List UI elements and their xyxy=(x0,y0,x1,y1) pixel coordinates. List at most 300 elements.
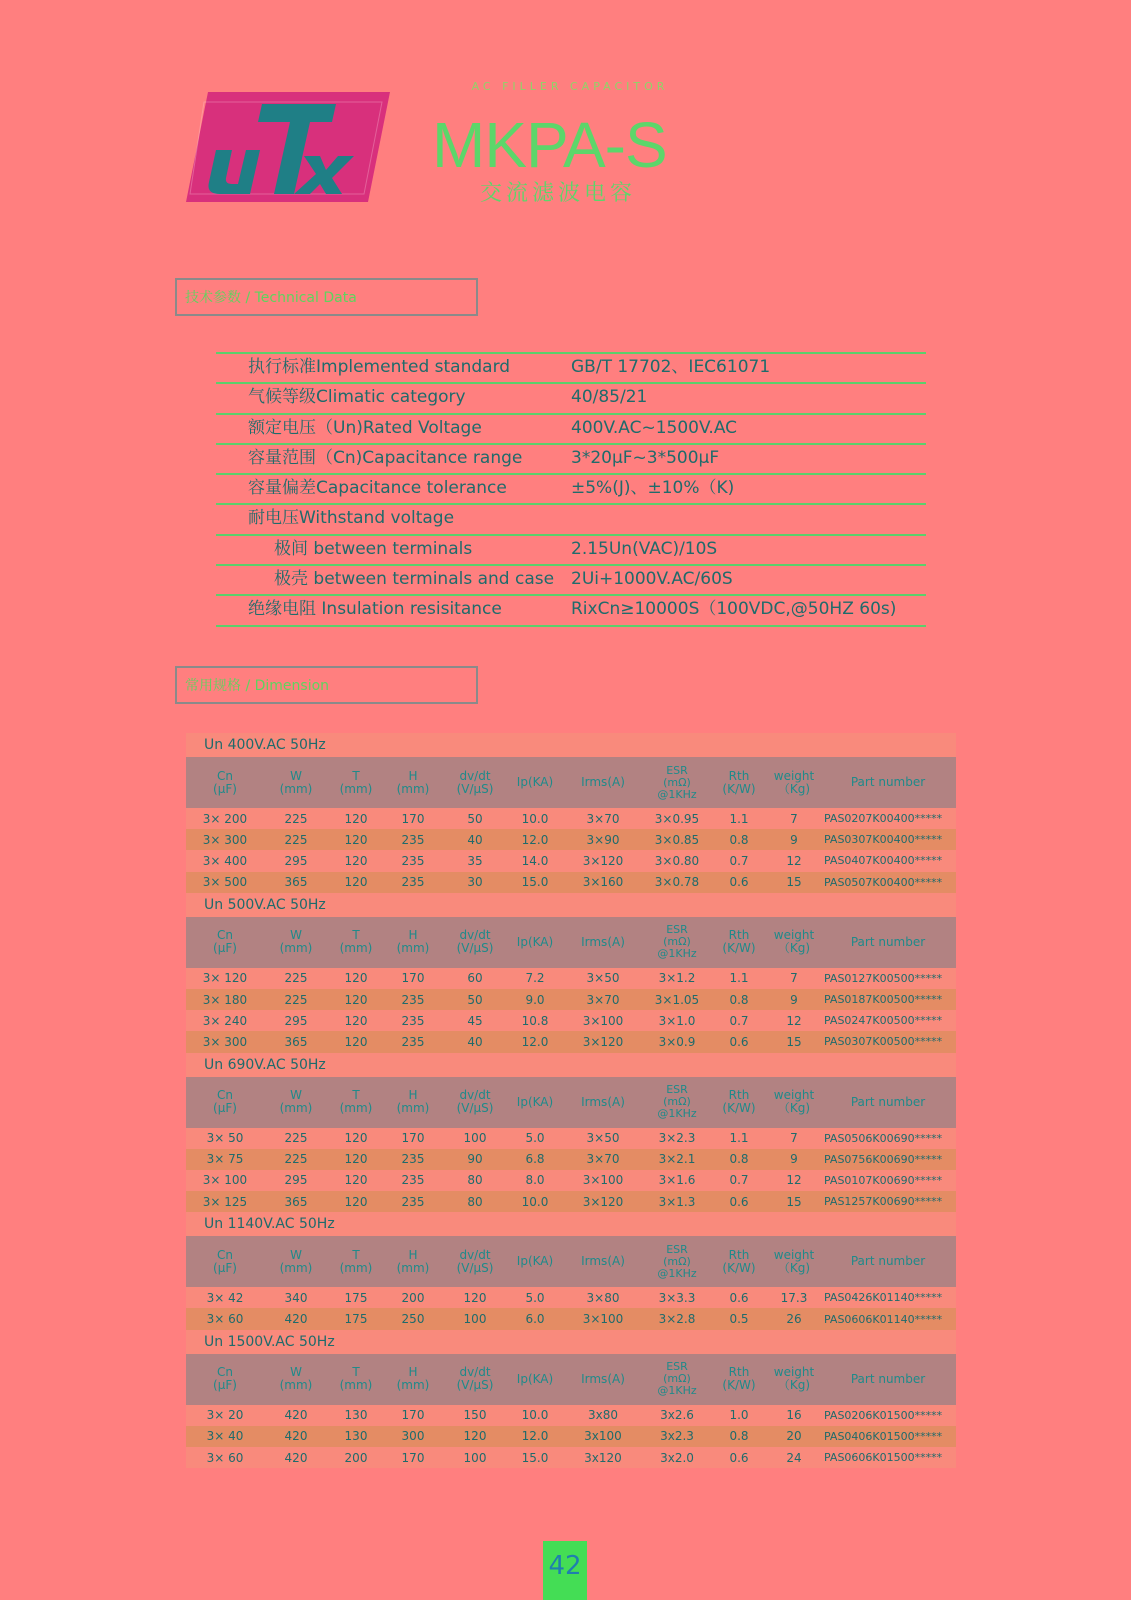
table-cell: 235 xyxy=(384,872,442,893)
table-cell: 3×90 xyxy=(562,829,644,850)
column-header-line: (V/μS) xyxy=(456,781,494,796)
column-header-irms: Irms(A) xyxy=(562,1354,644,1405)
column-header-weight xyxy=(768,917,820,968)
table-cell: 3× 75 xyxy=(186,1149,264,1170)
table-cell: 3×70 xyxy=(562,808,644,829)
table-cell: 12 xyxy=(768,850,820,871)
column-header-line: T xyxy=(352,1088,360,1102)
column-header-line: (K/W) xyxy=(722,1101,756,1115)
column-header-line: (mm) xyxy=(396,1260,430,1275)
table-cell: 3×0.85 xyxy=(644,829,710,850)
column-header-line: weight xyxy=(773,1088,815,1102)
spec-row xyxy=(216,475,926,505)
table-cell: 3× 120 xyxy=(186,968,264,989)
table-cell: 15 xyxy=(768,872,820,893)
table-cell: 3×160 xyxy=(562,872,644,893)
column-header-ip: Ip(KA) xyxy=(508,757,562,808)
column-header-part: Part number xyxy=(820,1236,956,1287)
table-cell: 3×100 xyxy=(562,1010,644,1031)
column-header-line: ESR xyxy=(666,763,688,777)
table-cell: 225 xyxy=(264,808,328,829)
spec-value: 40/85/21 xyxy=(571,387,648,408)
spec-value: ±5%(J)、±10%（K) xyxy=(571,478,735,499)
table-cell: 1.1 xyxy=(710,808,768,829)
column-header-rth xyxy=(710,1077,768,1128)
table-cell: 6.8 xyxy=(508,1149,562,1170)
column-header-weight xyxy=(768,1077,820,1128)
table-cell: 3× 60 xyxy=(186,1308,264,1329)
column-header-line: (mm) xyxy=(279,1378,313,1393)
table-cell: 0.8 xyxy=(710,1149,768,1170)
table-cell: 3x2.0 xyxy=(644,1447,710,1468)
table-cell: 3×100 xyxy=(562,1170,644,1191)
spec-value: 400V.AC~1500V.AC xyxy=(571,417,738,438)
table-cell: 50 xyxy=(442,989,508,1010)
table-cell: 3× 100 xyxy=(186,1170,264,1191)
spec-table-group xyxy=(186,757,956,893)
header-row xyxy=(186,757,956,808)
table-cell: 3× 20 xyxy=(186,1405,264,1426)
table-cell: 3x2.3 xyxy=(644,1426,710,1447)
table-cell: 120 xyxy=(328,850,384,871)
table-cell: 120 xyxy=(328,1128,384,1149)
column-header-line: Cn xyxy=(217,928,233,943)
table-cell: 365 xyxy=(264,1191,328,1212)
table-cell: 170 xyxy=(384,808,442,829)
table-cell: 3×1.6 xyxy=(644,1170,710,1191)
product-name-cn: 交流滤波电容 xyxy=(480,181,637,206)
column-header-line: Rth xyxy=(728,1247,750,1262)
column-header-part: Part number xyxy=(820,757,956,808)
table-cell: 0.7 xyxy=(710,850,768,871)
column-header-t xyxy=(328,917,384,968)
table-cell: 3×100 xyxy=(562,1308,644,1329)
table-cell: PAS0407K00400***** xyxy=(820,850,956,871)
spec-value: RixCn≥10000S（100VDC,@50HZ 60s) xyxy=(571,599,897,620)
table-cell: 3× 125 xyxy=(186,1191,264,1212)
table-cell: 14.0 xyxy=(508,850,562,871)
table-cell: 340 xyxy=(264,1287,328,1308)
column-header-line: (mm) xyxy=(396,1378,430,1393)
table-cell: PAS0406K01500***** xyxy=(820,1426,956,1447)
column-header-line: (V/μS) xyxy=(456,1260,494,1275)
spec-table-group xyxy=(186,1077,956,1213)
column-header-line: dv/dt xyxy=(459,1247,491,1262)
spec-value: 2.15Un(VAC)/10S xyxy=(571,538,718,559)
table-cell: 235 xyxy=(384,1031,442,1052)
table-cell: 420 xyxy=(264,1308,328,1329)
table-cell: 365 xyxy=(264,1031,328,1052)
table-cell: 10.0 xyxy=(508,1191,562,1212)
column-header-part: Part number xyxy=(820,917,956,968)
table-cell: 3×0.95 xyxy=(644,808,710,829)
table-row xyxy=(186,968,956,989)
spec-row xyxy=(216,536,926,566)
column-header-part: Part number xyxy=(820,1354,956,1405)
column-header-line: @1KHz xyxy=(657,1384,697,1398)
column-header-line: Rth xyxy=(728,768,750,783)
table-cell: 3×120 xyxy=(562,850,644,871)
table-cell: PAS0107K00690***** xyxy=(820,1170,956,1191)
table-cell: 16 xyxy=(768,1405,820,1426)
table-cell: 3×1.3 xyxy=(644,1191,710,1212)
table-cell: 120 xyxy=(328,968,384,989)
column-header-line: ESR xyxy=(666,1242,688,1256)
column-header-w xyxy=(264,1354,328,1405)
table-cell: PAS0426K01140***** xyxy=(820,1287,956,1308)
table-cell: 365 xyxy=(264,872,328,893)
table-cell: 120 xyxy=(328,808,384,829)
table-row xyxy=(186,1287,956,1308)
table-cell: 170 xyxy=(384,1405,442,1426)
spec-row xyxy=(216,445,926,475)
table-cell: 3×120 xyxy=(562,1031,644,1052)
spec-row xyxy=(216,415,926,445)
table-cell: 3×2.1 xyxy=(644,1149,710,1170)
column-header-dvdt xyxy=(442,757,508,808)
table-cell: 12 xyxy=(768,1170,820,1191)
table-cell: 20 xyxy=(768,1426,820,1447)
table-cell: 7.2 xyxy=(508,968,562,989)
table-cell: 3×1.05 xyxy=(644,989,710,1010)
table-cell: 0.6 xyxy=(710,1191,768,1212)
column-header-line: Rth xyxy=(728,1088,750,1102)
table-cell: 120 xyxy=(442,1426,508,1447)
table-cell: 130 xyxy=(328,1405,384,1426)
table-cell: 170 xyxy=(384,1128,442,1149)
table-row xyxy=(186,989,956,1010)
column-header-line: W xyxy=(290,1365,302,1380)
table-row xyxy=(186,829,956,850)
table-cell: 3× 50 xyxy=(186,1128,264,1149)
column-header-line: (mm) xyxy=(396,781,430,796)
table-cell: PAS0507K00400***** xyxy=(820,872,956,893)
utx-logo xyxy=(186,90,390,205)
column-header-line: H xyxy=(408,1088,418,1102)
column-header-cn xyxy=(186,1236,264,1287)
column-header-cn xyxy=(186,917,264,968)
table-cell: 150 xyxy=(442,1405,508,1426)
table-cell: 175 xyxy=(328,1308,384,1329)
column-header-line: W xyxy=(290,928,302,943)
column-header-line: W xyxy=(290,1247,302,1262)
table-cell: 0.6 xyxy=(710,1287,768,1308)
table-cell: 0.7 xyxy=(710,1010,768,1031)
table-cell: 3×70 xyxy=(562,989,644,1010)
column-header-line: (V/μS) xyxy=(456,1101,494,1115)
column-header-line: dv/dt xyxy=(459,1088,491,1102)
group-title: Un 400V.AC 50Hz xyxy=(186,733,956,757)
column-header-ip: Ip(KA) xyxy=(508,917,562,968)
table-cell: 3×2.3 xyxy=(644,1128,710,1149)
column-header-line: H xyxy=(408,1365,418,1380)
table-cell: 100 xyxy=(442,1128,508,1149)
spec-table-group xyxy=(186,917,956,1053)
table-cell: 30 xyxy=(442,872,508,893)
spec-key: 极间 between terminals xyxy=(274,538,473,559)
table-cell: 90 xyxy=(442,1149,508,1170)
column-header-line: (K/W) xyxy=(722,941,756,956)
table-cell: 26 xyxy=(768,1308,820,1329)
column-header-line: dv/dt xyxy=(459,1365,491,1380)
column-header-dvdt xyxy=(442,917,508,968)
column-header-ip: Ip(KA) xyxy=(508,1354,562,1405)
column-header-rth xyxy=(710,1236,768,1287)
column-header-esr xyxy=(644,1077,710,1128)
column-header-line: W xyxy=(290,1088,302,1102)
column-header-line: ESR xyxy=(666,1083,688,1096)
column-header-w xyxy=(264,757,328,808)
column-header-h xyxy=(384,757,442,808)
page-number: 42 xyxy=(543,1541,587,1600)
table-cell: 0.8 xyxy=(710,1426,768,1447)
table-cell: 3×3.3 xyxy=(644,1287,710,1308)
column-header-line: @1KHz xyxy=(657,787,697,801)
table-cell: PAS0606K01500***** xyxy=(820,1447,956,1468)
group-title: Un 690V.AC 50Hz xyxy=(186,1053,956,1077)
table-cell: 7 xyxy=(768,1128,820,1149)
column-header-esr xyxy=(644,1236,710,1287)
section-title-dimension: 常用规格 / Dimension xyxy=(175,666,478,704)
spec-key: 容量偏差Capacitance tolerance xyxy=(248,478,507,499)
table-cell: 235 xyxy=(384,850,442,871)
table-cell: 0.6 xyxy=(710,1031,768,1052)
table-cell: 8.0 xyxy=(508,1170,562,1191)
dimension-tables xyxy=(186,733,956,1468)
table-cell: 420 xyxy=(264,1426,328,1447)
table-cell: 7 xyxy=(768,808,820,829)
table-cell: 40 xyxy=(442,829,508,850)
table-cell: 170 xyxy=(384,968,442,989)
table-cell: 15.0 xyxy=(508,1447,562,1468)
table-cell: 9 xyxy=(768,1149,820,1170)
table-cell: 175 xyxy=(328,1287,384,1308)
table-cell: 200 xyxy=(328,1447,384,1468)
column-header-ip: Ip(KA) xyxy=(508,1236,562,1287)
table-cell: 3× 500 xyxy=(186,872,264,893)
table-cell: 235 xyxy=(384,989,442,1010)
table-cell: 225 xyxy=(264,1128,328,1149)
table-cell: 235 xyxy=(384,1170,442,1191)
table-cell: 235 xyxy=(384,829,442,850)
table-cell: 3×50 xyxy=(562,968,644,989)
table-row xyxy=(186,1010,956,1031)
column-header-line: ESR xyxy=(666,1360,688,1374)
spec-row xyxy=(216,505,926,535)
column-header-line: (μF) xyxy=(213,1378,237,1393)
column-header-rth xyxy=(710,917,768,968)
table-cell: 225 xyxy=(264,968,328,989)
column-header-line: dv/dt xyxy=(459,928,491,943)
table-cell: 45 xyxy=(442,1010,508,1031)
column-header-line: Rth xyxy=(728,1365,750,1380)
table-cell: 80 xyxy=(442,1191,508,1212)
table-cell: 295 xyxy=(264,1170,328,1191)
table-cell: 60 xyxy=(442,968,508,989)
column-header-line: (V/μS) xyxy=(456,1378,494,1393)
spec-row xyxy=(216,352,926,384)
column-header-irms: Irms(A) xyxy=(562,1077,644,1128)
table-row xyxy=(186,1191,956,1212)
table-cell: 9 xyxy=(768,829,820,850)
table-cell: 3×80 xyxy=(562,1287,644,1308)
table-cell: 3× 300 xyxy=(186,1031,264,1052)
table-row xyxy=(186,1405,956,1426)
table-cell: PAS0247K00500***** xyxy=(820,1010,956,1031)
table-row xyxy=(186,808,956,829)
table-cell: PAS1257K00690***** xyxy=(820,1191,956,1212)
column-header-rth xyxy=(710,1354,768,1405)
table-cell: 120 xyxy=(328,872,384,893)
column-header-line: (mΩ) xyxy=(663,1372,691,1386)
table-cell: PAS0307K00500***** xyxy=(820,1031,956,1052)
column-header-h xyxy=(384,1354,442,1405)
column-header-cn xyxy=(186,1354,264,1405)
spec-row xyxy=(216,596,926,626)
column-header-esr xyxy=(644,757,710,808)
column-header-line: @1KHz xyxy=(657,1107,697,1120)
column-header-cn xyxy=(186,1077,264,1128)
column-header-t xyxy=(328,1236,384,1287)
column-header-ip: Ip(KA) xyxy=(508,1077,562,1128)
table-cell: 200 xyxy=(384,1287,442,1308)
table-cell: 1.0 xyxy=(710,1405,768,1426)
table-cell: PAS0756K00690***** xyxy=(820,1149,956,1170)
table-cell: 420 xyxy=(264,1405,328,1426)
column-header-weight xyxy=(768,1236,820,1287)
table-cell: PAS0606K01140***** xyxy=(820,1308,956,1329)
column-header-h xyxy=(384,917,442,968)
table-cell: 35 xyxy=(442,850,508,871)
column-header-part: Part number xyxy=(820,1077,956,1128)
column-header-line: Cn xyxy=(217,1247,233,1262)
column-header-line: (mΩ) xyxy=(663,1254,691,1268)
table-cell: 3× 180 xyxy=(186,989,264,1010)
table-cell: 15 xyxy=(768,1191,820,1212)
spec-table-group xyxy=(186,1236,956,1329)
table-cell: 170 xyxy=(384,1447,442,1468)
table-cell: 1.1 xyxy=(710,1128,768,1149)
column-header-w xyxy=(264,1236,328,1287)
table-cell: 9 xyxy=(768,989,820,1010)
table-cell: 100 xyxy=(442,1308,508,1329)
column-header-esr xyxy=(644,1354,710,1405)
column-header-line: weight xyxy=(773,928,815,943)
column-header-rth xyxy=(710,757,768,808)
table-cell: PAS0206K01500***** xyxy=(820,1405,956,1426)
table-cell: 15.0 xyxy=(508,872,562,893)
column-header-irms: Irms(A) xyxy=(562,917,644,968)
column-header-cn xyxy=(186,757,264,808)
table-cell: 24 xyxy=(768,1447,820,1468)
spec-key: 额定电压（Un)Rated Voltage xyxy=(248,417,482,438)
column-header-line: (mm) xyxy=(279,1260,313,1275)
column-header-line: (mm) xyxy=(396,941,430,956)
group-title: Un 500V.AC 50Hz xyxy=(186,893,956,917)
column-header-line: (mΩ) xyxy=(663,1095,691,1108)
column-header-line: T xyxy=(352,1247,360,1262)
table-cell: 3× 60 xyxy=(186,1447,264,1468)
table-cell: 0.8 xyxy=(710,989,768,1010)
column-header-w xyxy=(264,1077,328,1128)
table-cell: 80 xyxy=(442,1170,508,1191)
table-cell: 100 xyxy=(442,1447,508,1468)
column-header-irms: Irms(A) xyxy=(562,1236,644,1287)
column-header-dvdt xyxy=(442,1354,508,1405)
table-cell: 3× 42 xyxy=(186,1287,264,1308)
table-cell: 12.0 xyxy=(508,1031,562,1052)
table-cell: 3×0.9 xyxy=(644,1031,710,1052)
table-cell: PAS0207K00400***** xyxy=(820,808,956,829)
table-cell: 3×0.80 xyxy=(644,850,710,871)
table-cell: 0.8 xyxy=(710,829,768,850)
table-cell: 225 xyxy=(264,989,328,1010)
column-header-line: (K/W) xyxy=(722,781,756,796)
spec-value: 3*20μF~3*500μF xyxy=(571,447,720,468)
table-cell: 3× 200 xyxy=(186,808,264,829)
table-cell: 6.0 xyxy=(508,1308,562,1329)
column-header-line: T xyxy=(352,768,360,783)
table-cell: 3×2.8 xyxy=(644,1308,710,1329)
header-row xyxy=(186,1354,956,1405)
table-row xyxy=(186,1308,956,1329)
table-cell: 9.0 xyxy=(508,989,562,1010)
table-cell: 0.5 xyxy=(710,1308,768,1329)
column-header-h xyxy=(384,1077,442,1128)
column-header-line: (μF) xyxy=(213,1260,237,1275)
column-header-line: (mm) xyxy=(339,781,373,796)
table-cell: 3×50 xyxy=(562,1128,644,1149)
table-cell: 3× 240 xyxy=(186,1010,264,1031)
column-header-line: (μF) xyxy=(213,941,237,956)
table-cell: 3x80 xyxy=(562,1405,644,1426)
table-cell: 3×1.0 xyxy=(644,1010,710,1031)
spec-row xyxy=(216,566,926,596)
column-header-h xyxy=(384,1236,442,1287)
table-cell: 50 xyxy=(442,808,508,829)
table-cell: 7 xyxy=(768,968,820,989)
table-cell: 3x100 xyxy=(562,1426,644,1447)
table-cell: 3x120 xyxy=(562,1447,644,1468)
table-row xyxy=(186,850,956,871)
product-subtitle-en: AC FILLER CAPACITOR xyxy=(471,80,669,93)
column-header-line: ESR xyxy=(666,923,688,937)
table-cell: 235 xyxy=(384,1149,442,1170)
table-cell: 40 xyxy=(442,1031,508,1052)
table-cell: 3× 300 xyxy=(186,829,264,850)
column-header-weight xyxy=(768,1354,820,1405)
column-header-line: H xyxy=(408,928,418,943)
table-cell: 130 xyxy=(328,1426,384,1447)
section-title-technical: 技术参数 / Technical Data xyxy=(175,278,478,316)
table-row xyxy=(186,1031,956,1052)
table-cell: 3x2.6 xyxy=(644,1405,710,1426)
column-header-line: H xyxy=(408,768,418,783)
column-header-line: weight xyxy=(773,1365,815,1380)
group-title: Un 1500V.AC 50Hz xyxy=(186,1330,956,1354)
table-cell: 3×120 xyxy=(562,1191,644,1212)
table-cell: 120 xyxy=(328,1170,384,1191)
table-cell: 5.0 xyxy=(508,1128,562,1149)
table-cell: 120 xyxy=(328,1191,384,1212)
table-cell: 3×0.78 xyxy=(644,872,710,893)
table-cell: PAS0307K00400***** xyxy=(820,829,956,850)
spec-row xyxy=(216,384,926,414)
table-cell: 15 xyxy=(768,1031,820,1052)
table-row xyxy=(186,872,956,893)
column-header-line: @1KHz xyxy=(657,1266,697,1280)
spec-value: GB/T 17702、IEC61071 xyxy=(571,357,771,377)
